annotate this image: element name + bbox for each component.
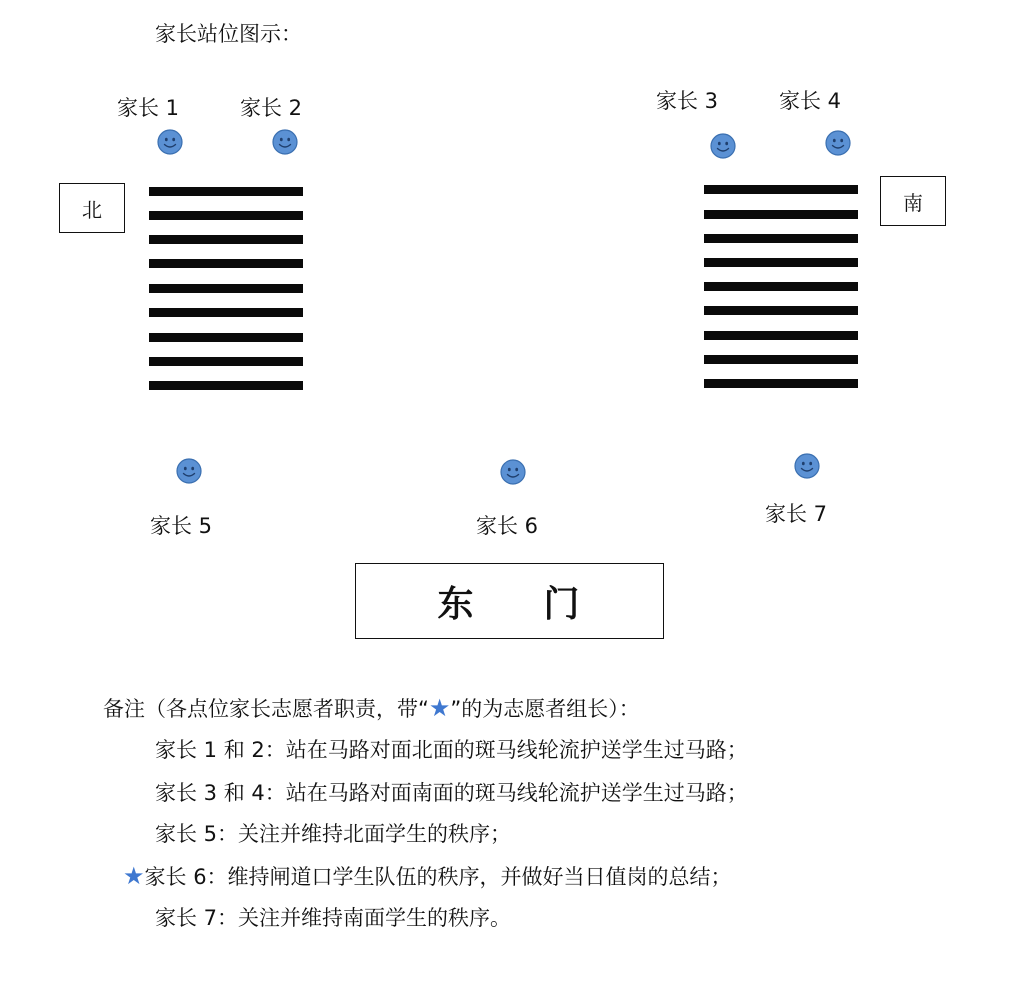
smiley-face-icon — [825, 130, 851, 156]
south-crosswalk — [704, 185, 858, 390]
crosswalk-stripe — [149, 211, 303, 220]
crosswalk-stripe — [704, 185, 858, 194]
star-icon: ★ — [428, 694, 451, 722]
parent-label-4: 家长 4 — [779, 89, 842, 113]
crosswalk-stripe — [149, 381, 303, 390]
gate-label-gate: 门 — [543, 583, 582, 625]
page-title: 家长站位图示： — [155, 22, 302, 46]
smiley-face-icon — [710, 133, 736, 159]
parent-label-5: 家长 5 — [150, 514, 213, 538]
south-direction-box — [880, 176, 946, 226]
crosswalk-stripe — [704, 331, 858, 340]
crosswalk-stripe — [704, 282, 858, 291]
north-crosswalk — [149, 187, 303, 392]
crosswalk-stripe — [149, 308, 303, 317]
parent-label-6: 家长 6 — [476, 514, 539, 538]
note-line-5: 家长 7：关注并维持南面学生的秩序。 — [155, 906, 512, 930]
crosswalk-stripe — [149, 187, 303, 196]
note-line-2: 家长 3 和 4：站在马路对面南面的斑马线轮流护送学生过马路； — [155, 781, 748, 805]
crosswalk-stripe — [704, 355, 858, 364]
parent-label-3: 家长 3 — [656, 89, 719, 113]
notes-header-prefix: 备注（各点位家长志愿者职责，带“ — [103, 697, 429, 721]
smiley-face-icon — [176, 458, 202, 484]
north-direction-box — [59, 183, 125, 233]
note-line-4-text: 家长 6：维持闸道口学生队伍的秩序，并做好当日值岗的总结； — [144, 865, 732, 889]
crosswalk-stripe — [704, 234, 858, 243]
east-gate-box — [355, 563, 664, 639]
crosswalk-stripe — [704, 379, 858, 388]
note-line-1: 家长 1 和 2：站在马路对面北面的斑马线轮流护送学生过马路； — [155, 738, 748, 762]
smiley-face-icon — [272, 129, 298, 155]
crosswalk-stripe — [704, 210, 858, 219]
south-label: 南 — [903, 190, 923, 215]
smiley-face-icon — [500, 459, 526, 485]
parent-label-7: 家长 7 — [765, 502, 828, 526]
parent-label-1: 家长 1 — [117, 96, 180, 120]
crosswalk-stripe — [149, 284, 303, 293]
notes-header — [103, 693, 640, 723]
note-line-4 — [123, 862, 732, 891]
leader-star-icon: ★ — [123, 862, 145, 890]
crosswalk-stripe — [149, 357, 303, 366]
smiley-face-icon — [157, 129, 183, 155]
note-line-3: 家长 5：关注并维持北面学生的秩序； — [155, 822, 512, 846]
notes-header-suffix: ”的为志愿者组长）： — [450, 697, 640, 721]
crosswalk-stripe — [704, 258, 858, 267]
north-label: 北 — [82, 197, 102, 222]
parent-label-2: 家长 2 — [240, 96, 303, 120]
smiley-face-icon — [794, 453, 820, 479]
crosswalk-stripe — [149, 235, 303, 244]
crosswalk-stripe — [149, 333, 303, 342]
crosswalk-stripe — [704, 306, 858, 315]
crosswalk-stripe — [149, 259, 303, 268]
gate-label-east: 东 — [437, 583, 476, 625]
